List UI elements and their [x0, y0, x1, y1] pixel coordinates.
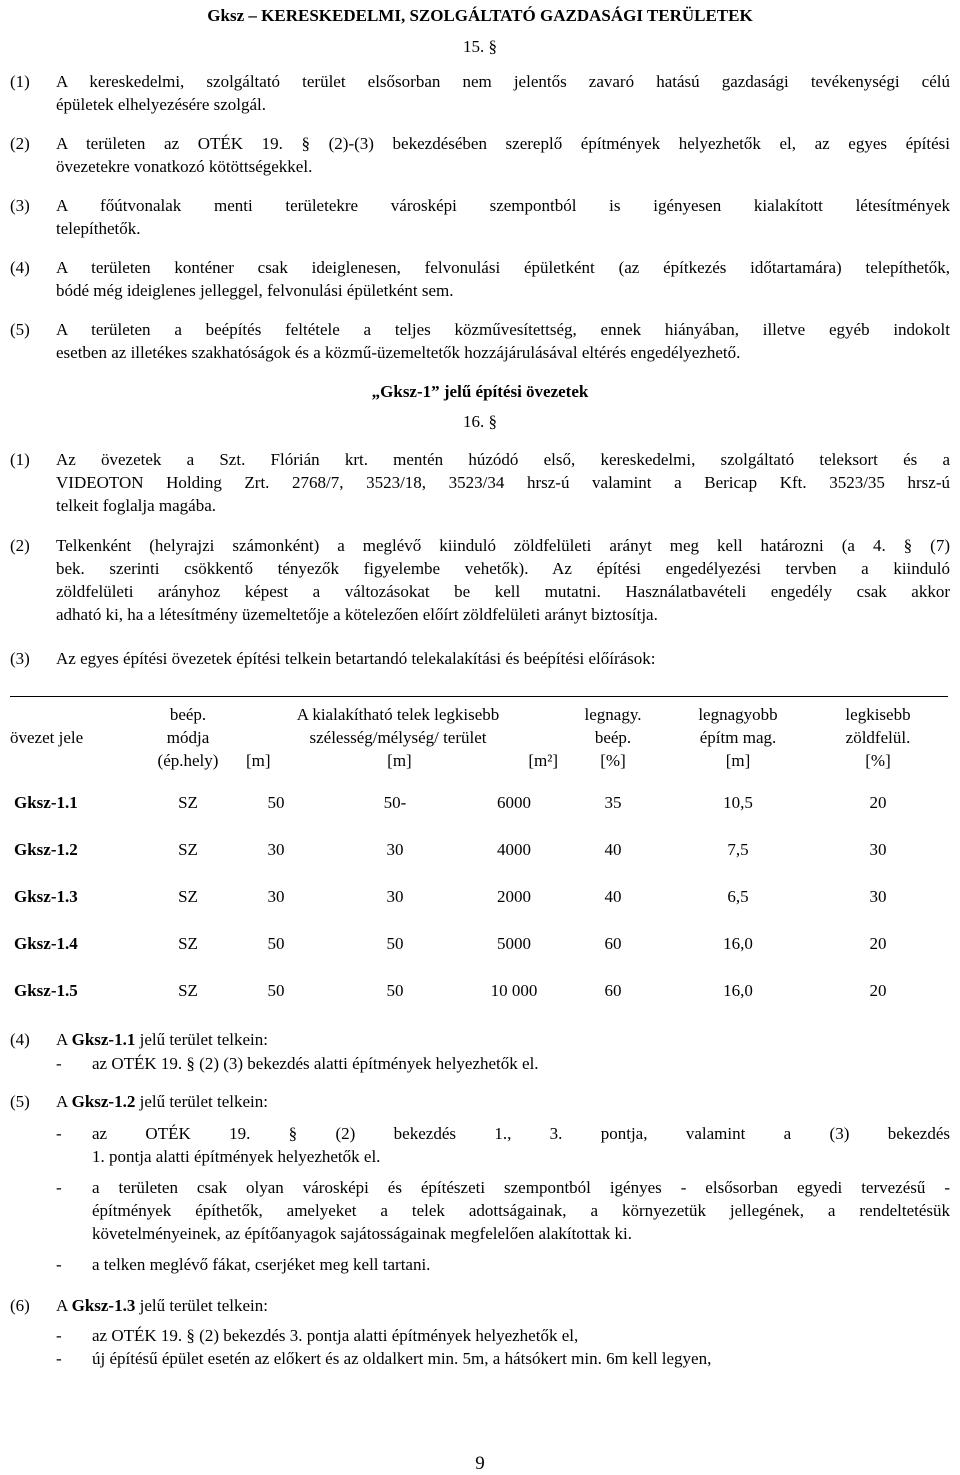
zone-code: Gksz-1.2: [71, 1092, 136, 1111]
table-row: [10, 826, 948, 873]
cell-max-coverage: 35: [604, 792, 622, 812]
lot-width: 50: [267, 980, 285, 1000]
text-line: VIDEOTON Holding Zrt. 2768/7, 3523/18, 3523/34 hrsz-ú valamint a Bericap Kft. 3523/35 hrsz-ú: [56, 473, 950, 492]
page-number: 9: [475, 1453, 485, 1474]
cell-building-mode: SZ: [178, 933, 198, 953]
paragraph-16-5: (5) A Gksz-1.2 jelű terület telkein:: [10, 1092, 268, 1111]
paragraph-number: (1): [10, 450, 30, 469]
paragraph-16-2: [10, 534, 950, 626]
lot-depth: 50: [386, 933, 404, 953]
text-line: épületek elhelyezésére szolgál.: [56, 95, 267, 114]
list-item: - a területen csak olyan városképi és építészeti szempontból igényes - elsősorban egyedi tervezésű - építmények építhetők, amelyeket a telek adottságainak, a környezetük jellegének, a rendeltetésük követelményeinek, az építőanyagok sajátosságainak megfelelően alakítottak ki.: [56, 1178, 950, 1243]
text-line: esetben az illetékes szakhatóságok és a közmű-üzemeltetők hozzájárulásával eltérés engedélyezhető.: [56, 343, 741, 362]
paragraph-number: (4): [10, 1030, 30, 1049]
paragraph-number: (2): [10, 536, 30, 555]
paragraph-number: (6): [10, 1296, 30, 1315]
table-header-row: [10, 697, 948, 779]
cell-max-coverage: 60: [604, 980, 622, 1000]
paragraph-number: (4): [10, 258, 30, 277]
paragraph-16-1: [10, 448, 950, 517]
text-line: A területen a beépítés feltétele a teljes közművesítettség, ennek hiányában, illetve egyéb indokolt: [56, 320, 950, 339]
lot-area: 10 000: [490, 980, 538, 1000]
list-item: - a telken meglévő fákat, cserjéket meg kell tartani.: [56, 1255, 431, 1274]
cell-max-height: 6,5: [727, 886, 749, 906]
lot-width: 30: [267, 886, 285, 906]
paragraph-number: (3): [10, 196, 30, 215]
text-line: Az egyes építési övezetek építési telkein betartandó telekalakítási és beépítési előírások:: [56, 649, 656, 668]
paragraph-15-2: [10, 132, 950, 178]
lot-area: 2000: [497, 886, 531, 906]
cell-zone: Gksz-1.1: [14, 792, 78, 812]
text-line: A kereskedelmi, szolgáltató terület elsősorban nem jelentős zavaró hatású gazdasági tevékenységi célú: [56, 72, 950, 91]
text-line: telkeit foglalja magába.: [56, 496, 217, 515]
paragraph-number: (3): [10, 649, 30, 668]
column-header-building-mode: beép. módja (ép.hely): [138, 697, 238, 779]
cell-min-green: 20: [869, 980, 887, 1000]
cell-zone: Gksz-1.5: [14, 980, 78, 1000]
paragraph-15-1: [10, 70, 950, 116]
column-header-max-height: legnagyobb építm mag. [m]: [668, 697, 808, 779]
text-line: A területen konténer csak ideiglenesen, felvonulási épületként (az építkezés időtartamára) telepíthetők,: [56, 258, 950, 277]
lot-area: 6000: [497, 792, 531, 812]
cell-max-height: 16,0: [723, 980, 753, 1000]
cell-max-height: 10,5: [723, 792, 753, 812]
column-header-max-coverage: legnagy. beép. [%]: [558, 697, 668, 779]
cell-max-height: 16,0: [723, 933, 753, 953]
lot-depth: 50: [386, 980, 404, 1000]
cell-lot-size: [238, 779, 558, 826]
cell-min-green: 20: [869, 933, 887, 953]
column-header-min-green: legkisebb zöldfelül. [%]: [808, 697, 948, 779]
paragraph-15-3: [10, 194, 950, 240]
lot-width: 50: [267, 792, 285, 812]
paragraph-number: (5): [10, 320, 30, 339]
list-16-4: [56, 1052, 950, 1075]
zone-code: Gksz-1.3: [71, 1296, 136, 1315]
zoning-regulations-table: [10, 696, 948, 1014]
paragraph-number: (1): [10, 72, 30, 91]
cell-zone: Gksz-1.3: [14, 886, 78, 906]
cell-lot-size: [238, 826, 558, 873]
list-item: - az OTÉK 19. § (2) bekezdés 1., 3. pontja, valamint a (3) bekezdés 1. pontja alatti építmények helyezhetők el.: [56, 1124, 950, 1166]
table-row: [10, 873, 948, 920]
list-16-6: [56, 1324, 950, 1370]
cell-min-green: 30: [869, 839, 887, 859]
zone-code: Gksz-1.1: [71, 1030, 136, 1049]
paragraph-number: (2): [10, 134, 30, 153]
lot-area: 5000: [497, 933, 531, 953]
cell-zone: Gksz-1.2: [14, 839, 78, 859]
list-16-5: [56, 1122, 950, 1276]
paragraph-number: (5): [10, 1092, 30, 1111]
paragraph-15-4: [10, 256, 950, 302]
cell-max-coverage: 40: [604, 839, 622, 859]
text-line: telepíthetők.: [56, 219, 141, 238]
cell-lot-size: [238, 873, 558, 920]
table-row: [10, 967, 948, 1014]
cell-min-green: 30: [869, 886, 887, 906]
table-row: [10, 920, 948, 967]
text-line: A főútvonalak menti területekre városképi szempontból is igényesen kialakított létesítmények: [56, 196, 950, 215]
cell-min-green: 20: [869, 792, 887, 812]
paragraph-15-5: [10, 318, 950, 364]
text-line: bek. szerinti csökkentő tényezők figyelembe vehetők). Az építési engedélyezési tervben a kiinduló: [56, 559, 950, 578]
text-line: zöldfelületi arányhoz képest a változásokat be kell mutatni. Használatbavételi engedély csak akkor: [56, 582, 950, 601]
text-line: Az övezetek a Szt. Flórián krt. mentén húzódó első, kereskedelmi, szolgáltató teleksort és a: [56, 450, 950, 469]
list-item: - az OTÉK 19. § (2) (3) bekezdés alatti építmények helyezhetők el.: [56, 1054, 539, 1073]
cell-building-mode: SZ: [178, 792, 198, 812]
cell-zone: Gksz-1.4: [14, 933, 78, 953]
column-header-zone: övezet jele: [10, 697, 138, 779]
section-16-number: 16. §: [463, 412, 497, 431]
text-line: övezetekre vonatkozó kötöttségekkel.: [56, 157, 313, 176]
text-line: Telkenként (helyrajzi számonként) a meglévő kiinduló zöldfelületi arányt meg kell határozni (a 4. § (7): [56, 536, 950, 555]
paragraph-16-3: [10, 647, 950, 670]
cell-max-coverage: 60: [604, 933, 622, 953]
lot-depth: 30: [386, 839, 404, 859]
section-15-number: 15. §: [463, 37, 497, 56]
zone-heading: „Gksz-1” jelű építési övezetek: [371, 382, 589, 401]
cell-max-coverage: 40: [604, 886, 622, 906]
text-line: A területen az OTÉK 19. § (2)-(3) bekezdésében szereplő építmények helyezhetők el, az egyes építési: [56, 134, 950, 153]
chapter-title: Gksz – KERESKEDELMI, SZOLGÁLTATÓ GAZDASÁGI TERÜLETEK: [207, 6, 753, 25]
table-row: [10, 779, 948, 826]
lot-depth: 50-: [383, 792, 407, 812]
lot-area: 4000: [497, 839, 531, 859]
cell-lot-size: [238, 967, 558, 1014]
lot-width: 50: [267, 933, 285, 953]
cell-building-mode: SZ: [178, 839, 198, 859]
cell-lot-size: [238, 920, 558, 967]
cell-building-mode: SZ: [178, 886, 198, 906]
text-line: adható ki, ha a létesítmény üzemeltetője a kötelezően előírt zöldfelületi arányt biztosítja.: [56, 605, 658, 624]
paragraph-16-6: (6) A Gksz-1.3 jelű terület telkein:: [10, 1296, 268, 1315]
lot-depth: 30: [386, 886, 404, 906]
paragraph-16-4: (4) A Gksz-1.1 jelű terület telkein:: [10, 1030, 268, 1049]
column-header-lot-size: A kialakítható telek legkisebb szélesség/mélység/ terület [m] [m] [m²]: [238, 697, 558, 779]
text-line: bódé még ideiglenes jelleggel, felvonulási épületként sem.: [56, 281, 454, 300]
list-item: - az OTÉK 19. § (2) bekezdés 3. pontja alatti építmények helyezhetők el,: [56, 1326, 579, 1345]
list-item: - új építésű épület esetén az előkert és az oldalkert min. 5m, a hátsókert min. 6m kell legyen,: [56, 1349, 712, 1368]
cell-max-height: 7,5: [727, 839, 749, 859]
cell-building-mode: SZ: [178, 980, 198, 1000]
lot-width: 30: [267, 839, 285, 859]
